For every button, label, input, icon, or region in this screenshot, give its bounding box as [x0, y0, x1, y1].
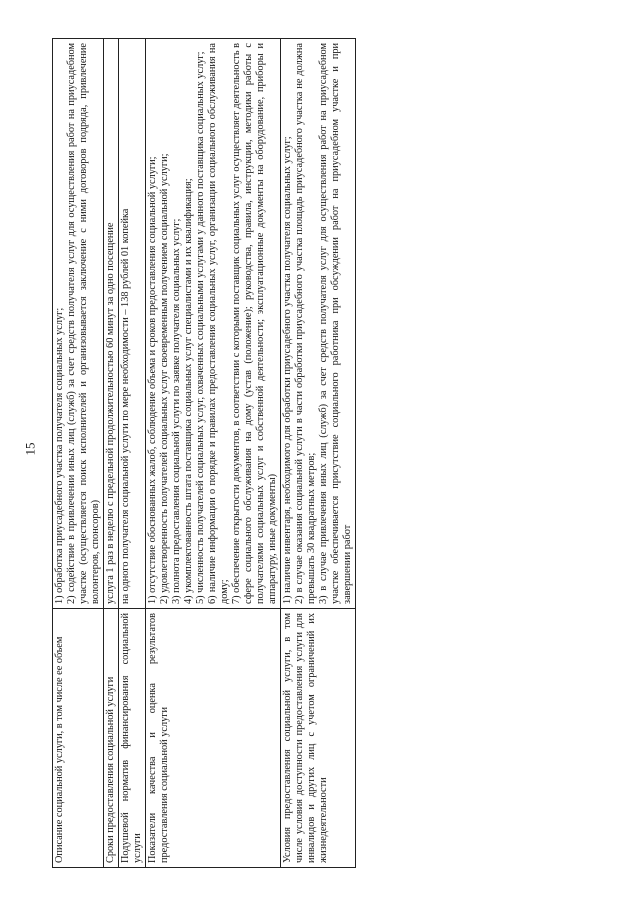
row-content — [146, 39, 281, 609]
content-line: 5) численность получателей социальных услуг, охваченных социальными услугами у данного поставщика социальных услуг; — [195, 51, 206, 604]
row-label: Описание социальной услуги, в том числе ее объем — [53, 609, 104, 868]
content-line: на одного получателя социальной услуги по мере необходимости – 138 рублей 01 копейка — [120, 208, 131, 604]
table-row-quality — [146, 39, 281, 868]
content-line: 1) обработка приусадебного участка получателя социальных услуг; — [54, 307, 65, 604]
content-line: 1) отсутствие обоснованных жалоб, соблюдение объема и сроков предоставления социальной услуги; — [147, 156, 158, 604]
table-row-funding — [119, 39, 146, 868]
content-line: 6) наличие информации о порядке и правилах предоставления социальных услуг, организации социального обслуживания на дому; — [207, 43, 230, 604]
row-content — [104, 39, 119, 609]
page-number: 15 — [22, 442, 38, 456]
row-label: Условия предоставления социальной услуги, в том числе условия доступности предоставления услуги для инвалидов и других лиц с учетом ограничений их жизнедеятельности — [281, 609, 356, 868]
content-line: 7) обеспечение открытости документов, в соответствии с которыми поставщик социальных услуг осуществляет деятельность в сфере социального обслуживания на дому (устав (положение); руководства, правила, инструкции, методики работы с получателями социальных услуг и собственной деятельности; эксплуатационные документы на оборудование, приборы и аппаратуру, иные документы) — [231, 43, 278, 604]
row-content — [281, 39, 356, 609]
content-line: услуга 1 раз в неделю с предельной продолжительностью 60 минут за одно посещение — [105, 222, 116, 604]
content-line: 2) содействие в привлечении иных лиц (служб) за счет средств получателя услуг для осуществления работ на приусадебном участке (осуществляется поиск исполнителей и организовывается заключение с ними договоров подряда, привлечение волонтеров, спонсоров) — [66, 43, 101, 604]
table-row-conditions — [281, 39, 356, 868]
content-line: 2) в случае оказания социальной услуги в части обработки приусадебного участка площадь приусадебного участка не должна превышать 30 квадратных метров; — [294, 43, 317, 604]
rotated-page-body — [52, 38, 572, 868]
content-line: 2) удовлетворенность получателей социальных услуг своевременным получением социальной услуги; — [159, 153, 170, 604]
table-row-description — [53, 39, 104, 868]
row-content — [53, 39, 104, 609]
row-label: Подушевой норматив финансирования социальной услуги — [119, 609, 146, 868]
service-description-table — [52, 38, 356, 868]
content-line: 4) укомплектованность штата поставщика социальных услуг специалистами и их квалификация; — [183, 178, 194, 604]
content-line: 1) наличие инвентаря, необходимого для обработки приусадебного участка получателя социальных услуг; — [282, 136, 293, 604]
row-label: Показатели качества и оценка результатов предоставления социальной услуги — [146, 609, 281, 868]
row-label: Сроки предоставления социальной услуги — [104, 609, 119, 868]
table-row-terms — [104, 39, 119, 868]
row-content — [119, 39, 146, 609]
content-line: 3) в случае привлечения иных лиц (служб) за счет средств получателя услуг для осуществления работ на приусадебном участке обеспечивается присутствие социального работника при обсуждении работ на приусадебном участке и при завершении работ — [318, 43, 353, 604]
content-line: 3) полнота предоставления социальной услуги по заявке получателя социальных услуг; — [171, 218, 182, 604]
